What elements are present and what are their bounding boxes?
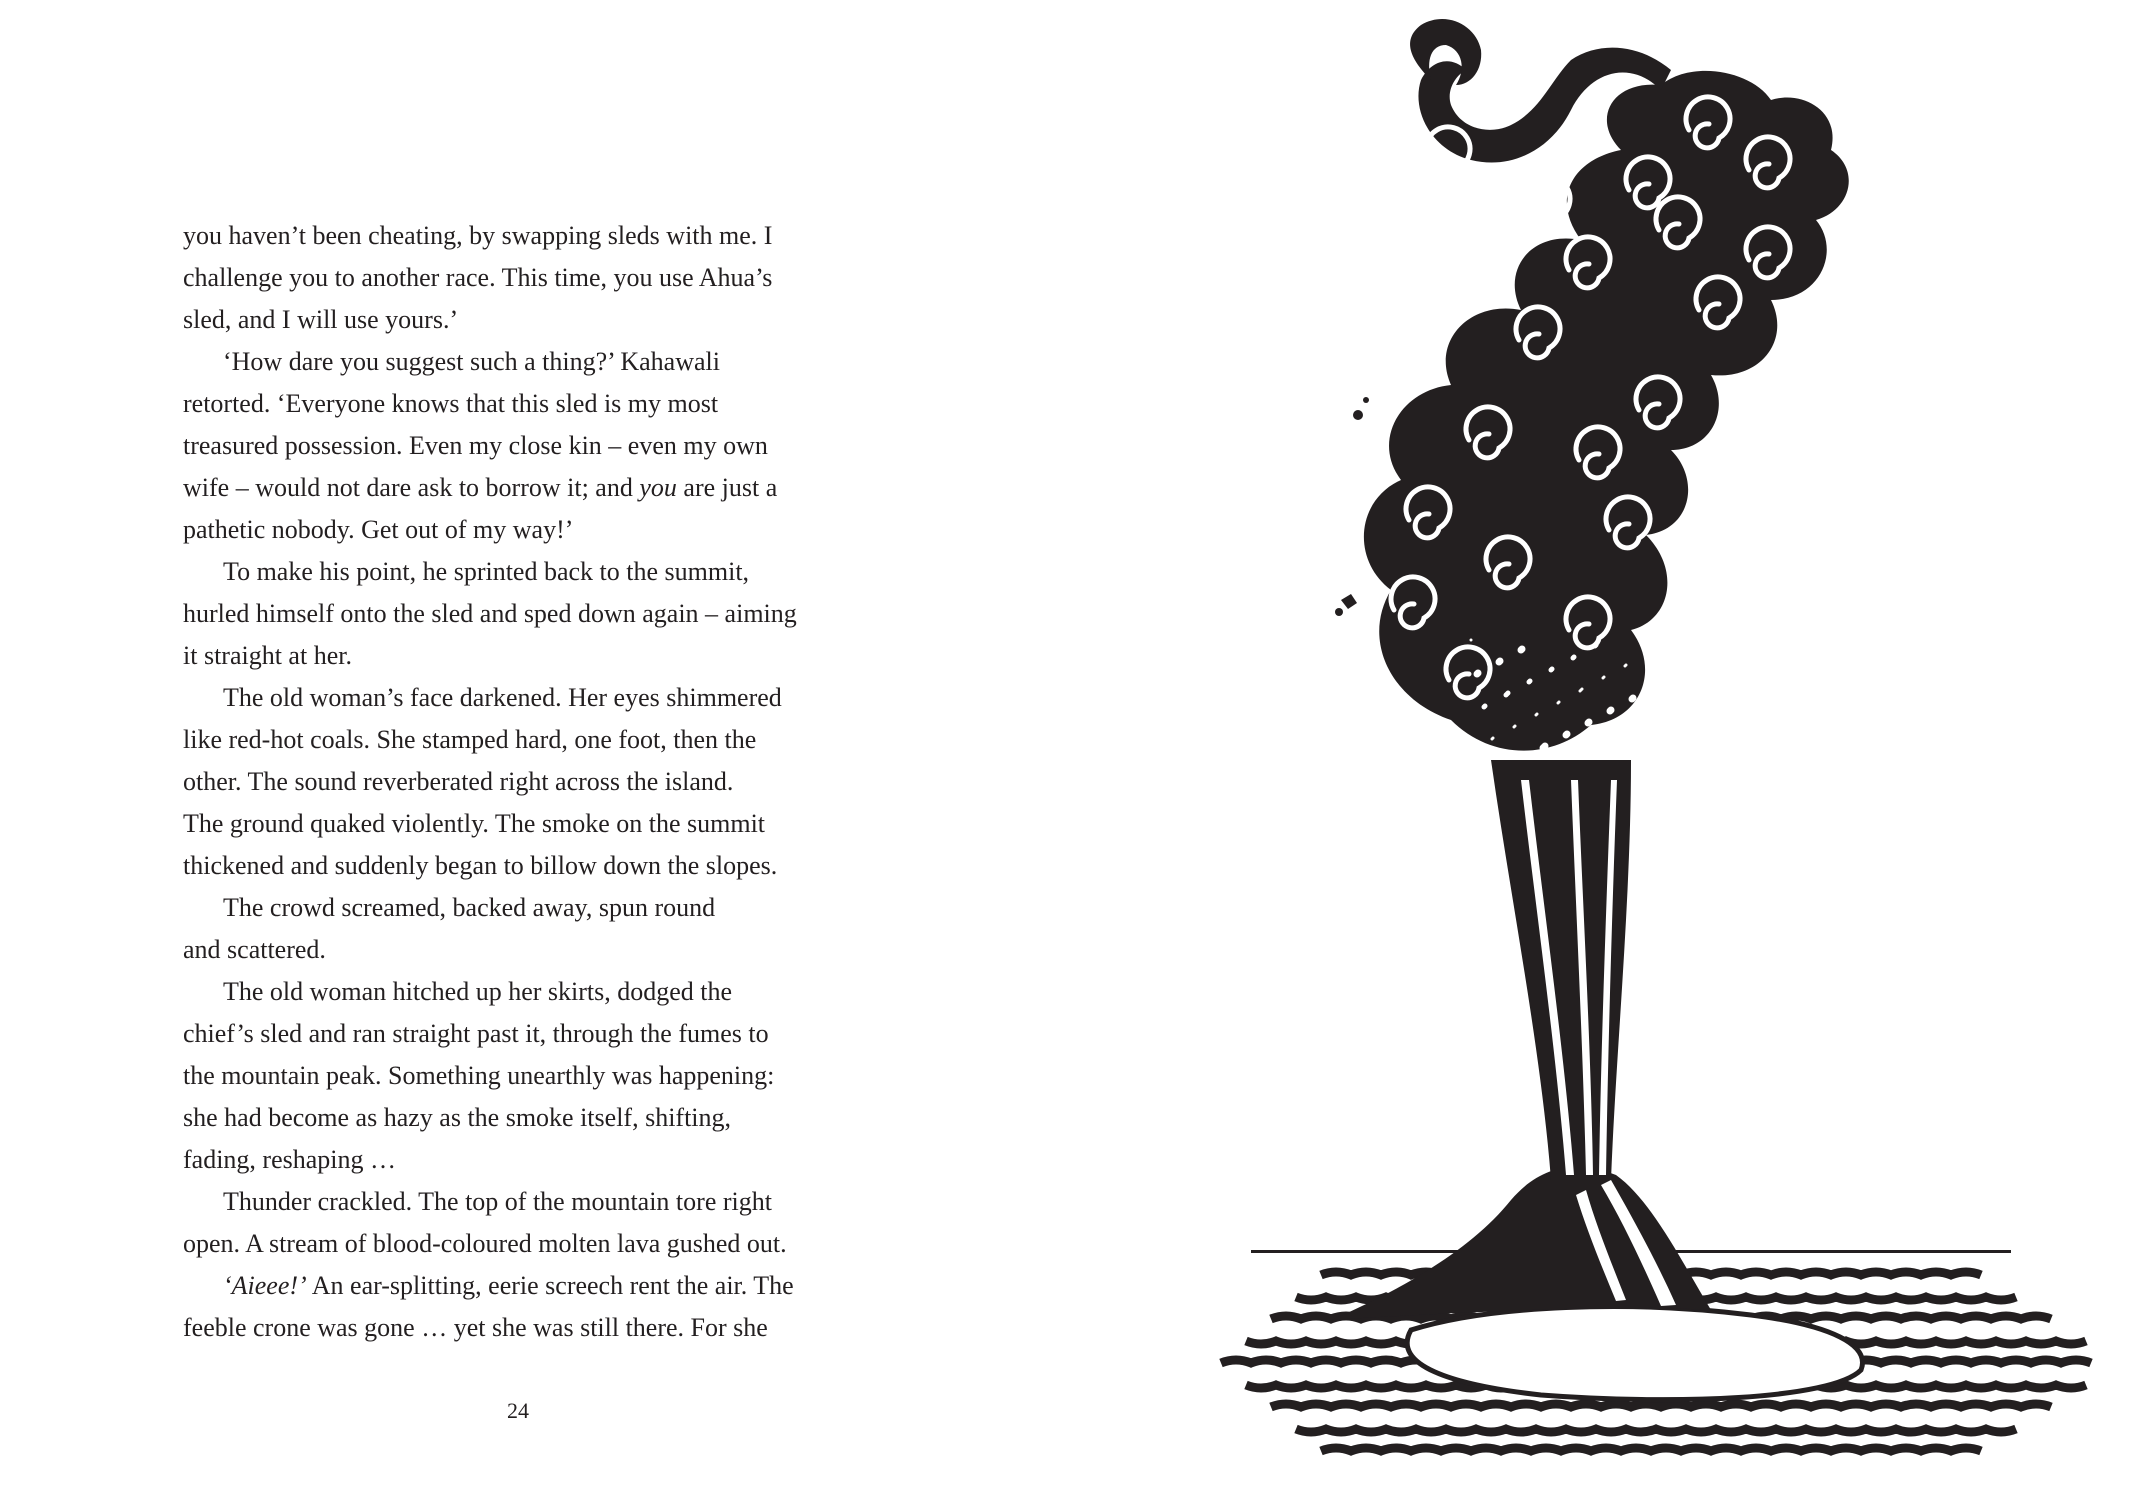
speckle [1638, 729, 1643, 734]
speckle [1470, 639, 1473, 642]
speckle [1549, 668, 1554, 673]
speckle [1482, 705, 1487, 710]
text-line [183, 635, 863, 677]
text-line [183, 1181, 863, 1223]
speckle [1571, 656, 1576, 661]
text-line [183, 299, 863, 341]
text-line [183, 593, 863, 635]
speckle [1646, 653, 1649, 656]
text-run: An ear-splitting, eerie screech rent the air. The [306, 1271, 794, 1300]
speckle [1491, 738, 1494, 741]
text-run: are just a [676, 473, 778, 502]
text-run: fading, reshaping … [183, 1145, 397, 1174]
curl [1526, 177, 1570, 228]
text-run: feeble crone was gone … yet she was still there. For she [183, 1313, 768, 1342]
text-run: and scattered. [183, 935, 326, 964]
text-run: sled, and I will use yours.’ [183, 305, 459, 334]
wave-line [1321, 1448, 1981, 1451]
body-text [183, 215, 863, 1349]
text-line [183, 1223, 863, 1265]
speckle [1660, 717, 1665, 722]
text-run: thickened and suddenly began to billow down the slopes. [183, 851, 778, 880]
debris [1341, 594, 1357, 609]
text-run: open. A stream of blood-coloured molten lava gushed out. [183, 1229, 787, 1258]
text-run: treasured possession. Even my close kin – even my own [183, 431, 768, 460]
text-line [183, 257, 863, 299]
debris [1335, 608, 1343, 616]
text-run: hurled himself onto the sled and sped down again – aiming [183, 599, 797, 628]
text-run: chief’s sled and ran straight past it, through the fumes to [183, 1019, 769, 1048]
text-line [183, 467, 863, 509]
text-line [183, 677, 863, 719]
text-line [183, 845, 863, 887]
volcano-illustration [1071, 0, 2142, 1512]
text-line [183, 761, 863, 803]
volcano-cone [1331, 1167, 1711, 1320]
speckle [1602, 677, 1605, 680]
debris [1363, 397, 1369, 403]
speckle [1527, 680, 1532, 685]
speckle [1563, 732, 1570, 739]
text-line [183, 1265, 863, 1307]
speckle [1624, 665, 1627, 668]
text-line [183, 929, 863, 971]
speckle [1518, 647, 1525, 654]
text-line [183, 1307, 863, 1349]
text-line [183, 215, 863, 257]
page-number: 24 [507, 1398, 529, 1423]
text-run: The ground quaked violently. The smoke on the summit [183, 809, 766, 838]
text-run: To make his point, he sprinted back to the summit, [223, 557, 750, 586]
speckle [1579, 690, 1582, 693]
text-line [183, 887, 863, 929]
speckle [1504, 693, 1509, 698]
speckle [1629, 696, 1636, 703]
text-line [183, 719, 863, 761]
debris [1353, 410, 1363, 420]
text-run: The crowd screamed, backed away, spun round [223, 893, 716, 922]
text-run: it straight at her. [183, 641, 352, 670]
text-run: The old woman hitched up her skirts, dodged the [223, 977, 733, 1006]
wave-line [1296, 1429, 2016, 1432]
text-line [183, 1097, 863, 1139]
text-line [183, 383, 863, 425]
speckle [1513, 726, 1516, 729]
text-line [183, 971, 863, 1013]
speckle [1540, 745, 1547, 752]
text-run: The old woman’s face darkened. Her eyes shimmered [223, 683, 782, 712]
speckle [1651, 684, 1658, 691]
text-line [183, 551, 863, 593]
text-run: retorted. ‘Everyone knows that this sled is my most [183, 389, 719, 418]
text-run: pathetic nobody. Get out of my way!’ [183, 515, 574, 544]
text-run: ‘How dare you suggest such a thing?’ Kahawali [223, 347, 720, 376]
speckle [1474, 671, 1481, 678]
italic-text: you [639, 473, 677, 502]
right-page [1071, 0, 2142, 1512]
text-line [183, 425, 863, 467]
text-run: the mountain peak. Something unearthly was happening: [183, 1061, 775, 1090]
speckle [1557, 702, 1560, 705]
speckle [1585, 720, 1592, 727]
speckle [1615, 742, 1620, 747]
speckle [1668, 641, 1671, 644]
text-run: Thunder crackled. The top of the mountain tore right [223, 1187, 772, 1216]
speckle [1593, 644, 1598, 649]
speckle [1607, 708, 1614, 715]
text-line [183, 1055, 863, 1097]
text-run: like red-hot coals. She stamped hard, one foot, then the [183, 725, 757, 754]
text-line [183, 803, 863, 845]
text-run: other. The sound reverberated right across the island. [183, 767, 734, 796]
text-line [183, 1139, 863, 1181]
island [1407, 1307, 1862, 1400]
wave-line [1271, 1404, 2051, 1407]
speckle [1496, 659, 1503, 666]
text-line [183, 341, 863, 383]
text-run: challenge you to another race. This time, you use Ahua’s [183, 263, 773, 292]
text-run: you haven’t been cheating, by swapping sleds with me. I [183, 221, 773, 250]
text-line [183, 1013, 863, 1055]
text-run: wife – would not dare ask to borrow it; and [183, 473, 640, 502]
speckle [1535, 714, 1538, 717]
text-line [183, 509, 863, 551]
text-run: she had become as hazy as the smoke itself, shifting, [183, 1103, 732, 1132]
italic-text: ‘Aieee!’ [223, 1271, 307, 1300]
